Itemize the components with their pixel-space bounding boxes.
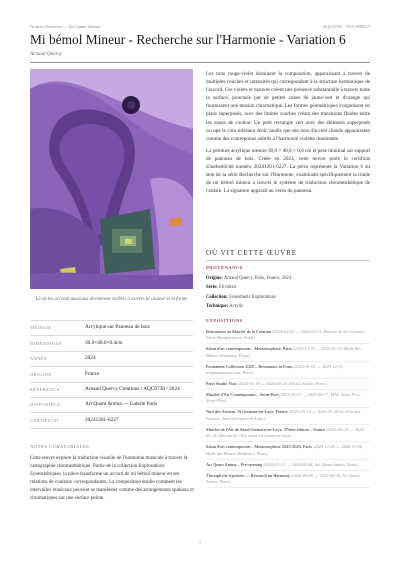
provenance-value: Eb minor: [218, 285, 237, 291]
provenance-list: [206, 274, 370, 312]
title-divider: [30, 62, 370, 63]
artwork-caption: Là où les accords musicaux deviennent visibles à travers la couleur et la forme: [35, 297, 188, 302]
exhibition-meta: (2025-01-18 → 2025-01-24, Artist's Studio, Paris): [237, 381, 327, 387]
exhibition-meta: (2025-05-17 → 2025-06-17, MAC Seine Port, Seine-Port): [206, 392, 361, 404]
exhibition-title: Salon d'art contemporain – Metamorphose 2025-2026, Paris: [206, 444, 312, 450]
exhibition-title: Art Quam Anima – Pre-opening: [206, 461, 263, 467]
spec-key: DIMENSIONS: [30, 340, 63, 346]
exhibitions-list: [206, 327, 370, 488]
description: [206, 70, 370, 199]
exhibition-title: Salon d'art contemporain – Metamorphose, Paris: [206, 346, 292, 352]
exhibition-item: [206, 362, 370, 379]
exhibition-meta: (2025-05-14 → 2025-05-24, La Nuit des Artistes, Saint-Germain-en-Laye): [206, 409, 361, 421]
spec-row: [30, 413, 193, 428]
description-paragraph: La peinture acrylique mesure 30,0 × 40,0 × 0,4 cm et pèse minimal sur support de panneau de bois. Créée en 2024, cette œuvre porte le certificat d'authenticité numéro 20241201-0227. La pièce représente la Variation 6 au sein de la série Recherche sur l'Harmonie, examinant spécifiquement la triade de mi bémol mineur à travers le système de traduction chromesthétique de l'artiste. La signature apparaît au verso du panneau.: [206, 147, 370, 195]
exhibitions-heading: EXPOSITIONS: [206, 318, 243, 323]
provenance-value: Arnaud Quercy, Paris, France, 2024: [223, 276, 292, 281]
exhibition-title: Paris Studio Visit: [206, 381, 237, 387]
spec-row: [30, 336, 193, 351]
provenance-item: [206, 283, 370, 292]
spec-row: [30, 320, 193, 336]
notes-heading: NOTES CURATORIALES: [30, 444, 90, 449]
exhibition-item: [206, 344, 370, 361]
spec-value: Acrylique sur Panneau de bois: [85, 324, 150, 331]
exhibition-meta: (2026-03-09 → 2026-04-30, Art Quam Anima, Paris): [206, 472, 360, 485]
exhibition-meta: (2024-02-21 → 2026-03-31, Marché de la Création – Paris Montparnasse, Paris): [206, 328, 367, 341]
exhibition-meta: (2025-01-01 → 2025-12-31, artquamanima.com, Paris): [206, 363, 344, 376]
notes-text: Cette œuvre explore la traduction visuelle de l'harmonie musicale à travers la cartographie chromesthétique. Partie de la collection Explorations Synesthétiques, la pièce transforme un accord de mi bémol mineur en ses relations de couleurs correspondantes. La composition étudie comment les intervalles musicaux peuvent se manifester comme des arrangements spatiaux et chromatiques sur une surface peinte.: [30, 455, 194, 501]
page-number: 1: [198, 541, 202, 546]
provenance-item: [206, 274, 370, 283]
spec-key: DISPONIBLE: [30, 402, 61, 408]
description-paragraph: Les tons rouge-violet dominent la composition, apparaissant à travers de multiples couches et intensités qui correspondent à la structure harmonique de l'accord. Ces violets et mauves créent une présence substantielle à travers toute la surface, ponctuée par de petites zones de jaune-vert et d'orange qui fournissent une tension chromatique. Les formes géométriques s'organisent en plans superposés, avec des limites courbes créant des transitions fluides entre les zones de couleur. Un petit rectangle vert avec des éléments superposés occupe le coin inférieur droit, tandis que des tons d'accent chauds apparaissent comme des contrepoints subtils à l'harmonie violette dominante.: [206, 71, 370, 142]
exhibition-item: [206, 442, 370, 459]
spec-key: MÉDIUM: [30, 325, 52, 331]
spec-row: [30, 352, 193, 367]
exhibition-title: Marché de l'Art de Saint-Germain-en-Laye, 57ème édition – France: [206, 426, 326, 432]
provenance-label: Série:: [206, 285, 218, 291]
spec-value: Arnaud Quercy Creations / AQC0730 / 2024: [85, 385, 180, 392]
reference-label: AQC0730 · NTC-000227: [322, 24, 370, 29]
exhibition-title: Permanent Collection 2025 – Resonance in Form: [206, 363, 293, 369]
spec-value: 20241201-0227: [85, 416, 119, 423]
exhibition-title: Marché d'Art Contemporain – Seine Port: [206, 392, 279, 398]
provenance-item: [206, 293, 370, 302]
exhibition-item: [206, 471, 370, 488]
spec-value: 2024: [85, 355, 96, 362]
provenance-label: Collection:: [206, 294, 228, 300]
artwork-image: [30, 69, 193, 289]
specs-table: [30, 320, 193, 429]
section-divider: [206, 260, 370, 261]
provenance-value: Synesthetic Explorations: [229, 294, 276, 300]
exhibition-title: Through the Aperture — Research on Harmony: [206, 472, 290, 478]
exhibition-item: [206, 390, 370, 407]
provenance-item: [206, 302, 370, 311]
artist-name: Arnaud Quercy: [30, 51, 62, 57]
spec-key: ANNÉE: [30, 356, 48, 362]
spec-value: 30.0×40.0×0.4cm: [85, 339, 123, 346]
exhibition-meta: (2024-12-24 → 2025-01-20, Halle des Blancs Manteaux, Paris): [206, 346, 361, 358]
spec-row: [30, 398, 193, 413]
artwork-painting: [30, 69, 193, 289]
exhibition-meta: (2026-01-31 → 2026-02-08, Art Quam Anima, Paris): [263, 461, 358, 467]
exhibition-title: Rencontres au Marché de la Création: [206, 328, 272, 334]
exhibition-item: [206, 379, 370, 390]
spec-row: [30, 383, 193, 398]
exhibition-title: Nuit des Artistes, St Germain-en-Laye, France: [206, 409, 288, 415]
exhibition-item: [206, 425, 370, 442]
provenance-label: Technique:: [206, 304, 229, 310]
provenance-value: Acrylic: [229, 304, 244, 310]
page-header: [30, 24, 370, 32]
spec-row: [30, 367, 193, 382]
exhibition-meta: (2025-12-26 → 2026-01-06, Halle des Blancs Manteaux, Paris): [206, 444, 364, 456]
exhibition-meta: (2025-06-14 → 2025-06-14, Marché de l'Art, Saint-Germain-en-Laye): [206, 426, 366, 439]
provenance-heading: PROVENANCE: [206, 265, 244, 270]
provenance-section-heading: OÙ VIT CETTE ŒUVRE: [206, 249, 298, 257]
provenance-label: Origine:: [206, 276, 223, 281]
spec-key: ORIGINE: [30, 371, 52, 377]
exhibition-item: [206, 327, 370, 344]
exhibition-item: [206, 460, 370, 471]
spec-value: Art Quam Anima — Galerie Paris: [85, 401, 158, 408]
collection-label: Notices d'œuvres — Art Quam Anima: [30, 24, 101, 29]
spec-key: RÉFÉRENCE: [30, 386, 60, 392]
spec-key: CERTIFICAT: [30, 417, 60, 423]
exhibition-item: [206, 408, 370, 425]
artwork-title: Mi bémol Mineur - Recherche sur l'Harmonie - Variation 6: [30, 32, 346, 47]
spec-value: France: [85, 370, 100, 377]
